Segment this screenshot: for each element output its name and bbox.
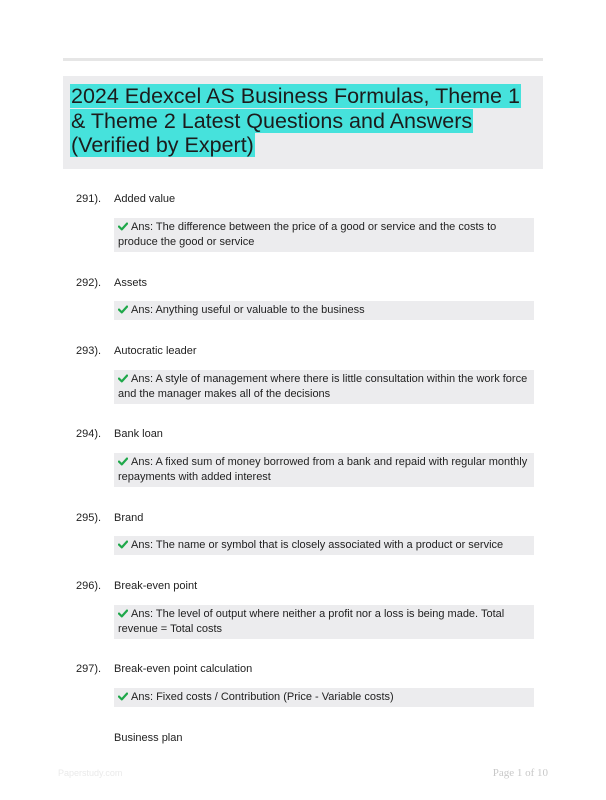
- answer-box: [114, 370, 534, 404]
- answer-text: Ans: The level of output where neither a profit nor a loss is being made. Total revenue = Total costs: [118, 608, 505, 635]
- question-term: Break-even point calculation: [114, 663, 253, 675]
- footer-watermark: Paperstudy.com: [58, 768, 123, 778]
- check-icon: [118, 540, 128, 549]
- question-term: Assets: [114, 277, 148, 289]
- answer-text: Ans: A style of management where there is little consultation within the work force and the manager makes all of the decisions: [118, 373, 528, 400]
- check-icon: [118, 222, 128, 231]
- answer-text: Ans: Fixed costs / Contribution (Price - Variable costs): [131, 691, 394, 703]
- check-icon: [118, 457, 128, 466]
- question-number: 295).: [76, 512, 102, 524]
- question-number: 297).: [76, 663, 102, 675]
- document-title-text: 2024 Edexcel AS Business Formulas, Theme 1 & Theme 2 Latest Questions and Answers (Verified by Expert): [71, 84, 520, 157]
- answer-text: Ans: The name or symbol that is closely associated with a product or service: [131, 539, 504, 551]
- question-number: 296).: [76, 580, 102, 592]
- answer-text: Ans: The difference between the price of a good or service and the costs to produce the good or service: [118, 221, 497, 248]
- answer-box: [114, 453, 534, 487]
- question-term: Business plan: [114, 732, 183, 744]
- question-number: 292).: [76, 277, 102, 289]
- question-number: 291).: [76, 193, 102, 205]
- check-icon: [118, 305, 128, 314]
- question-term: Added value: [114, 193, 176, 205]
- answer-box: [114, 688, 534, 707]
- answer-box: [114, 536, 534, 555]
- answer-text: Ans: A fixed sum of money borrowed from a bank and repaid with regular monthly repayments with added interest: [118, 456, 528, 483]
- answer-box: [114, 218, 534, 252]
- question-number: 293).: [76, 345, 102, 357]
- answer-box: [114, 301, 534, 320]
- top-divider: [63, 58, 543, 61]
- question-term: Autocratic leader: [114, 345, 197, 357]
- page-number: Page 1 of 10: [492, 767, 548, 779]
- document-title: [70, 84, 538, 158]
- check-icon: [118, 609, 128, 618]
- check-icon: [118, 692, 128, 701]
- question-term: Brand: [114, 512, 144, 524]
- answer-box: [114, 605, 534, 639]
- answer-text: Ans: Anything useful or valuable to the business: [131, 304, 365, 316]
- check-icon: [118, 374, 128, 383]
- question-term: Bank loan: [114, 428, 163, 440]
- question-term: Break-even point: [114, 580, 198, 592]
- question-number: 294).: [76, 428, 102, 440]
